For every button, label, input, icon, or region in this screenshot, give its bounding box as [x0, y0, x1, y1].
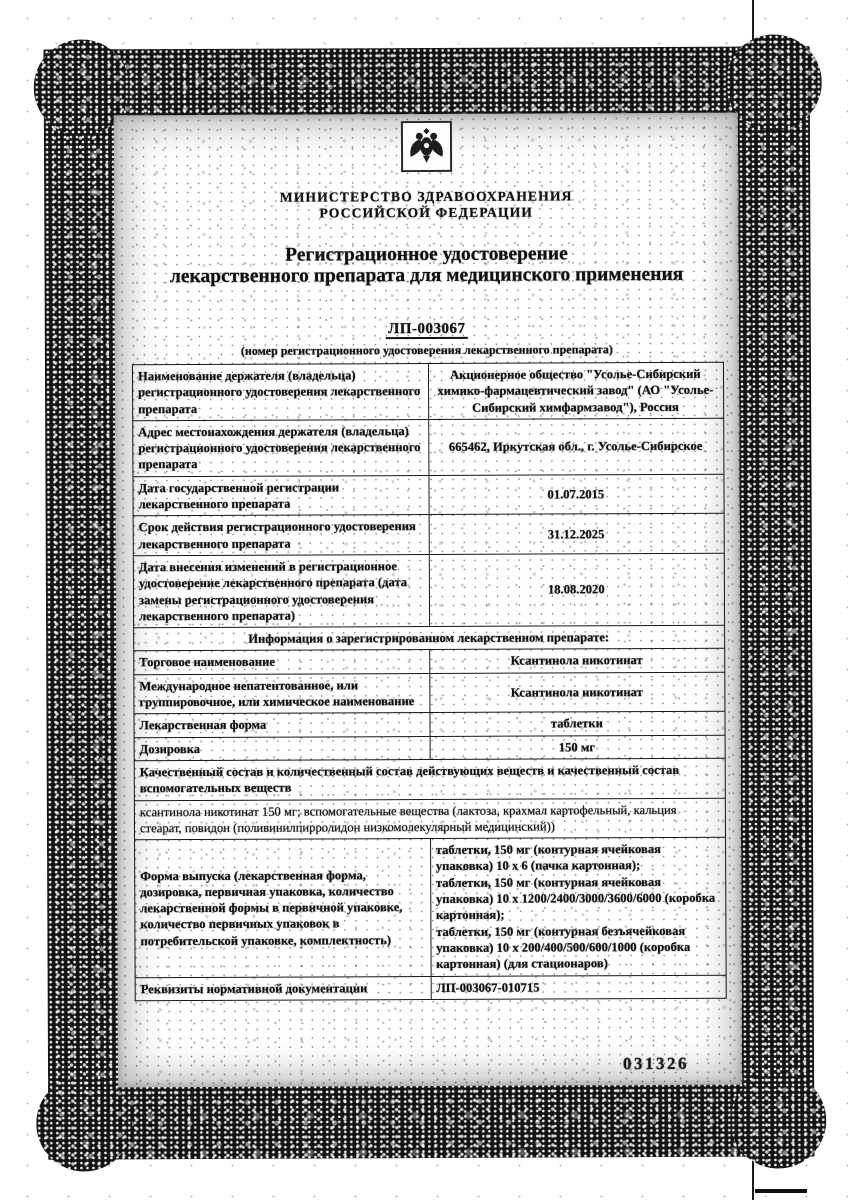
field-value: Акционерное общество "Усолье-Сибирский химико-фармацевтический завод" (АО "Усолье-Сибирский химфармзавод"), Россия	[428, 362, 724, 419]
field-label: Наименование держателя (владельца) регистрационного удостоверения лекарственного препарата	[132, 364, 428, 421]
table-row-holder-name	[132, 362, 723, 420]
serial-number: 031326	[622, 1053, 690, 1074]
table-row-composition-text	[134, 798, 725, 840]
ornamental-border-right	[738, 46, 815, 1156]
field-value: ЛП-003067-010715	[431, 975, 726, 1000]
composition-header: Качественный состав и количественный состав действующих веществ и качественный состав вспомогательных веществ	[134, 758, 725, 800]
table-row-dosage	[134, 735, 725, 761]
field-value: таблетки	[430, 712, 725, 737]
ornamental-border-left	[44, 49, 119, 1159]
release-form-line: таблетки, 150 мг (контурная ячейковая упаковка) 10 х 1200/2400/3000/3600/6000 (коробка картонная);	[435, 874, 716, 923]
ornamental-corner-bottom-right	[730, 1072, 826, 1168]
release-form-line: таблетки, 150 мг (контурная безъячейковая упаковка) 10 х 200/400/500/600/1000 (коробка картонная) (для стационаров)	[436, 923, 691, 972]
field-value: 01.07.2015	[429, 474, 724, 515]
table-row-holder-address	[133, 418, 724, 476]
table-row-dosage-form	[134, 712, 725, 738]
field-value: 18.08.2020	[429, 553, 725, 626]
document-title	[114, 243, 738, 288]
field-value: 665462, Иркутская обл., г. Усолье-Сибирское	[428, 418, 724, 475]
table-row-composition-header	[134, 758, 725, 800]
field-label: Форма выпуска (лекарственная форма, дозировка, первичная упаковка, количество лекарственной формы в первичной упаковке, количество первичных упаковок в потребительской упаковке, комплектность)	[135, 839, 431, 978]
ornamental-corner-bottom-left	[36, 1075, 132, 1171]
ministry-name	[114, 188, 738, 223]
field-label: Адрес местонахождения держателя (владельца) регистрационного удостоверения лекарственного препарата	[133, 419, 429, 476]
russia-coat-of-arms-emblem	[400, 121, 451, 172]
field-value: 150 мг	[430, 735, 725, 760]
table-row-expiry-date	[133, 514, 724, 556]
field-label: Дата государственной регистрации лекарственного препарата	[133, 475, 429, 516]
field-value: 31.12.2025	[429, 514, 724, 555]
table-row-normative-docs	[135, 975, 726, 1001]
ornamental-border-top	[44, 46, 810, 117]
table-row-trade-name	[134, 649, 725, 675]
document-title-line1: Регистрационное удостоверение	[285, 243, 568, 266]
table-row-section-header	[134, 625, 725, 651]
field-value: Ксантинола никотинат	[429, 672, 724, 713]
table-row-amendment-date	[133, 553, 724, 628]
table-row-release-form	[135, 837, 727, 977]
certificate-table	[132, 362, 727, 1001]
field-value: Ксантинола никотинат	[429, 649, 724, 674]
field-label: Дозировка	[134, 736, 430, 761]
registration-number-caption: (номер регистрационного удостоверения лекарственного препарата)	[240, 342, 613, 358]
release-form-line: таблетки, 150 мг (контурная ячейковая упаковка) 10 х 6 (пачка картонная);	[435, 842, 661, 874]
document-title-line2: лекарственного препарата для медицинского применения	[169, 263, 684, 288]
field-label: Реквизиты нормативной документации	[135, 976, 431, 1001]
ministry-line1: МИНИСТЕРСТВО ЗДРАВООХРАНЕНИЯ	[279, 188, 573, 205]
composition-text: ксантинола никотинат 150 мг; вспомогательные вещества (лактоза, крахмал картофельный, кальция стеарат, повидон (поливинилпирролидон низкомолекулярный медицинский))	[134, 798, 725, 840]
registration-number: ЛП-003067	[386, 321, 467, 339]
ornamental-border-bottom	[48, 1082, 814, 1159]
field-label: Лекарственная форма	[134, 713, 430, 738]
field-value	[430, 837, 726, 976]
field-label: Срок действия регистрационного удостоверения лекарственного препарата	[133, 515, 429, 556]
field-label: Дата внесения изменений в регистрационное удостоверение лекарственного препарата (дата замены регистрационного удостоверения лекарственного препарата)	[133, 554, 429, 627]
scan-artifact-dash	[755, 1189, 807, 1193]
field-label: Торговое наименование	[134, 650, 430, 675]
field-label: Международное непатентованное, или группировочное, или химическое наименование	[134, 673, 430, 714]
ministry-line2: РОССИЙСКОЙ ФЕДЕРАЦИИ	[319, 204, 534, 221]
registration-certificate	[44, 46, 815, 1159]
registration-number-block	[115, 320, 739, 340]
section-header: Информация о зарегистрированном лекарственном препарате:	[134, 625, 725, 651]
table-row-inn-name	[134, 672, 725, 714]
certificate-body	[114, 113, 742, 1088]
double-headed-eagle-icon	[405, 126, 446, 167]
ornamental-corner-top-right	[726, 34, 822, 130]
table-row-registration-date	[133, 474, 724, 516]
